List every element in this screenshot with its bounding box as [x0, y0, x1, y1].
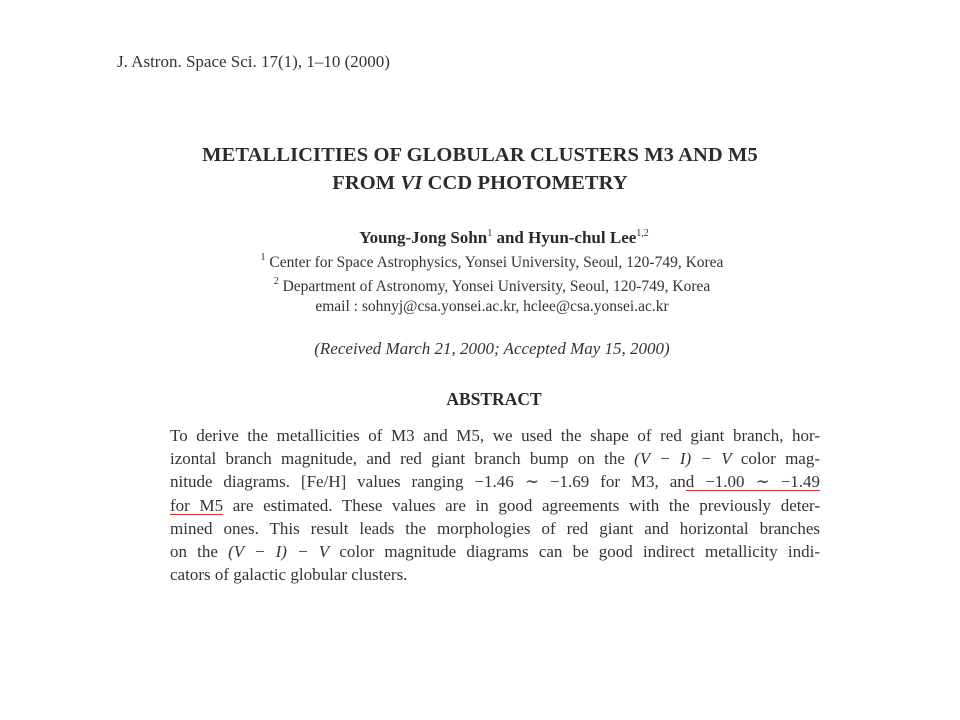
abstract-line — [170, 470, 820, 493]
title-line-1: METALLICITIES OF GLOBULAR CLUSTERS M3 AND M5 — [202, 144, 758, 166]
title-line-2-suffix: CCD PHOTOMETRY — [422, 172, 628, 194]
abstract-heading: ABSTRACT — [446, 389, 542, 409]
title-line-2-prefix: FROM — [332, 172, 401, 194]
abstract-body — [170, 424, 820, 586]
received-dates: (Received March 21, 2000; Accepted May 15, 2000) — [314, 339, 670, 358]
abstract-text: are estimated. These values are in good agreements with the previously deter- — [223, 495, 820, 515]
abstract-text: color mag- — [731, 449, 820, 469]
abstract-line — [170, 494, 820, 517]
abstract-line: mined ones. This result leads the morphologies of red giant and horizontal branches — [170, 518, 820, 538]
abstract-text: izontal branch magnitude, and red giant branch bump on the — [170, 449, 635, 469]
abstract-line: cators of galactic globular clusters. — [170, 565, 408, 585]
abstract-line: To derive the metallicities of M3 and M5, we used the shape of red giant branch, hor- — [170, 426, 820, 445]
abstract-math: (V − I) − V — [228, 542, 330, 562]
abstract-text: on the — [170, 542, 229, 562]
annotation-underline: d — [685, 472, 706, 492]
author-2-sup: 1,2 — [636, 228, 649, 239]
title-line-2-italic: VI — [400, 172, 423, 194]
paper-title — [0, 141, 960, 197]
abstract-text: for M3, an — [589, 472, 686, 492]
author-2: Hyun-chul Lee — [528, 228, 637, 247]
affiliation-2-text: Department of Astronomy, Yonsei University, Seoul, 120-749, Korea — [278, 278, 711, 295]
email-line: email : sohnyj@csa.yonsei.ac.kr, hclee@csa.yonsei.ac.kr — [315, 298, 669, 315]
abstract-line — [170, 540, 820, 563]
author-conjunction: and — [492, 228, 529, 247]
annotation-underline: −1.00 ∼ −1.49 — [705, 472, 820, 492]
author-list — [0, 228, 960, 248]
abstract-text: color magnitude diagrams can be good indirect metallicity indi- — [329, 542, 820, 562]
author-1: Young-Jong Sohn — [359, 228, 488, 247]
affiliation-2 — [0, 276, 960, 296]
affiliation-1-text: Center for Space Astrophysics, Yonsei University, Seoul, 120-749, Korea — [265, 254, 724, 271]
affiliation-1 — [0, 252, 960, 272]
abstract-math: −1.46 ∼ −1.69 — [474, 472, 590, 492]
abstract-math: (V − I) − V — [634, 449, 732, 469]
abstract-text: nitude diagrams. [Fe/H] values ranging — [170, 472, 475, 492]
title-line-2 — [0, 169, 960, 197]
affiliation-1-sup: 1 — [260, 252, 266, 263]
abstract-line — [170, 447, 820, 470]
affiliation-2-sup: 2 — [273, 276, 279, 287]
annotation-underline: for M5 — [170, 495, 224, 515]
journal-reference: J. Astron. Space Sci. 17(1), 1–10 (2000) — [117, 52, 390, 71]
author-1-sup: 1 — [487, 228, 493, 239]
